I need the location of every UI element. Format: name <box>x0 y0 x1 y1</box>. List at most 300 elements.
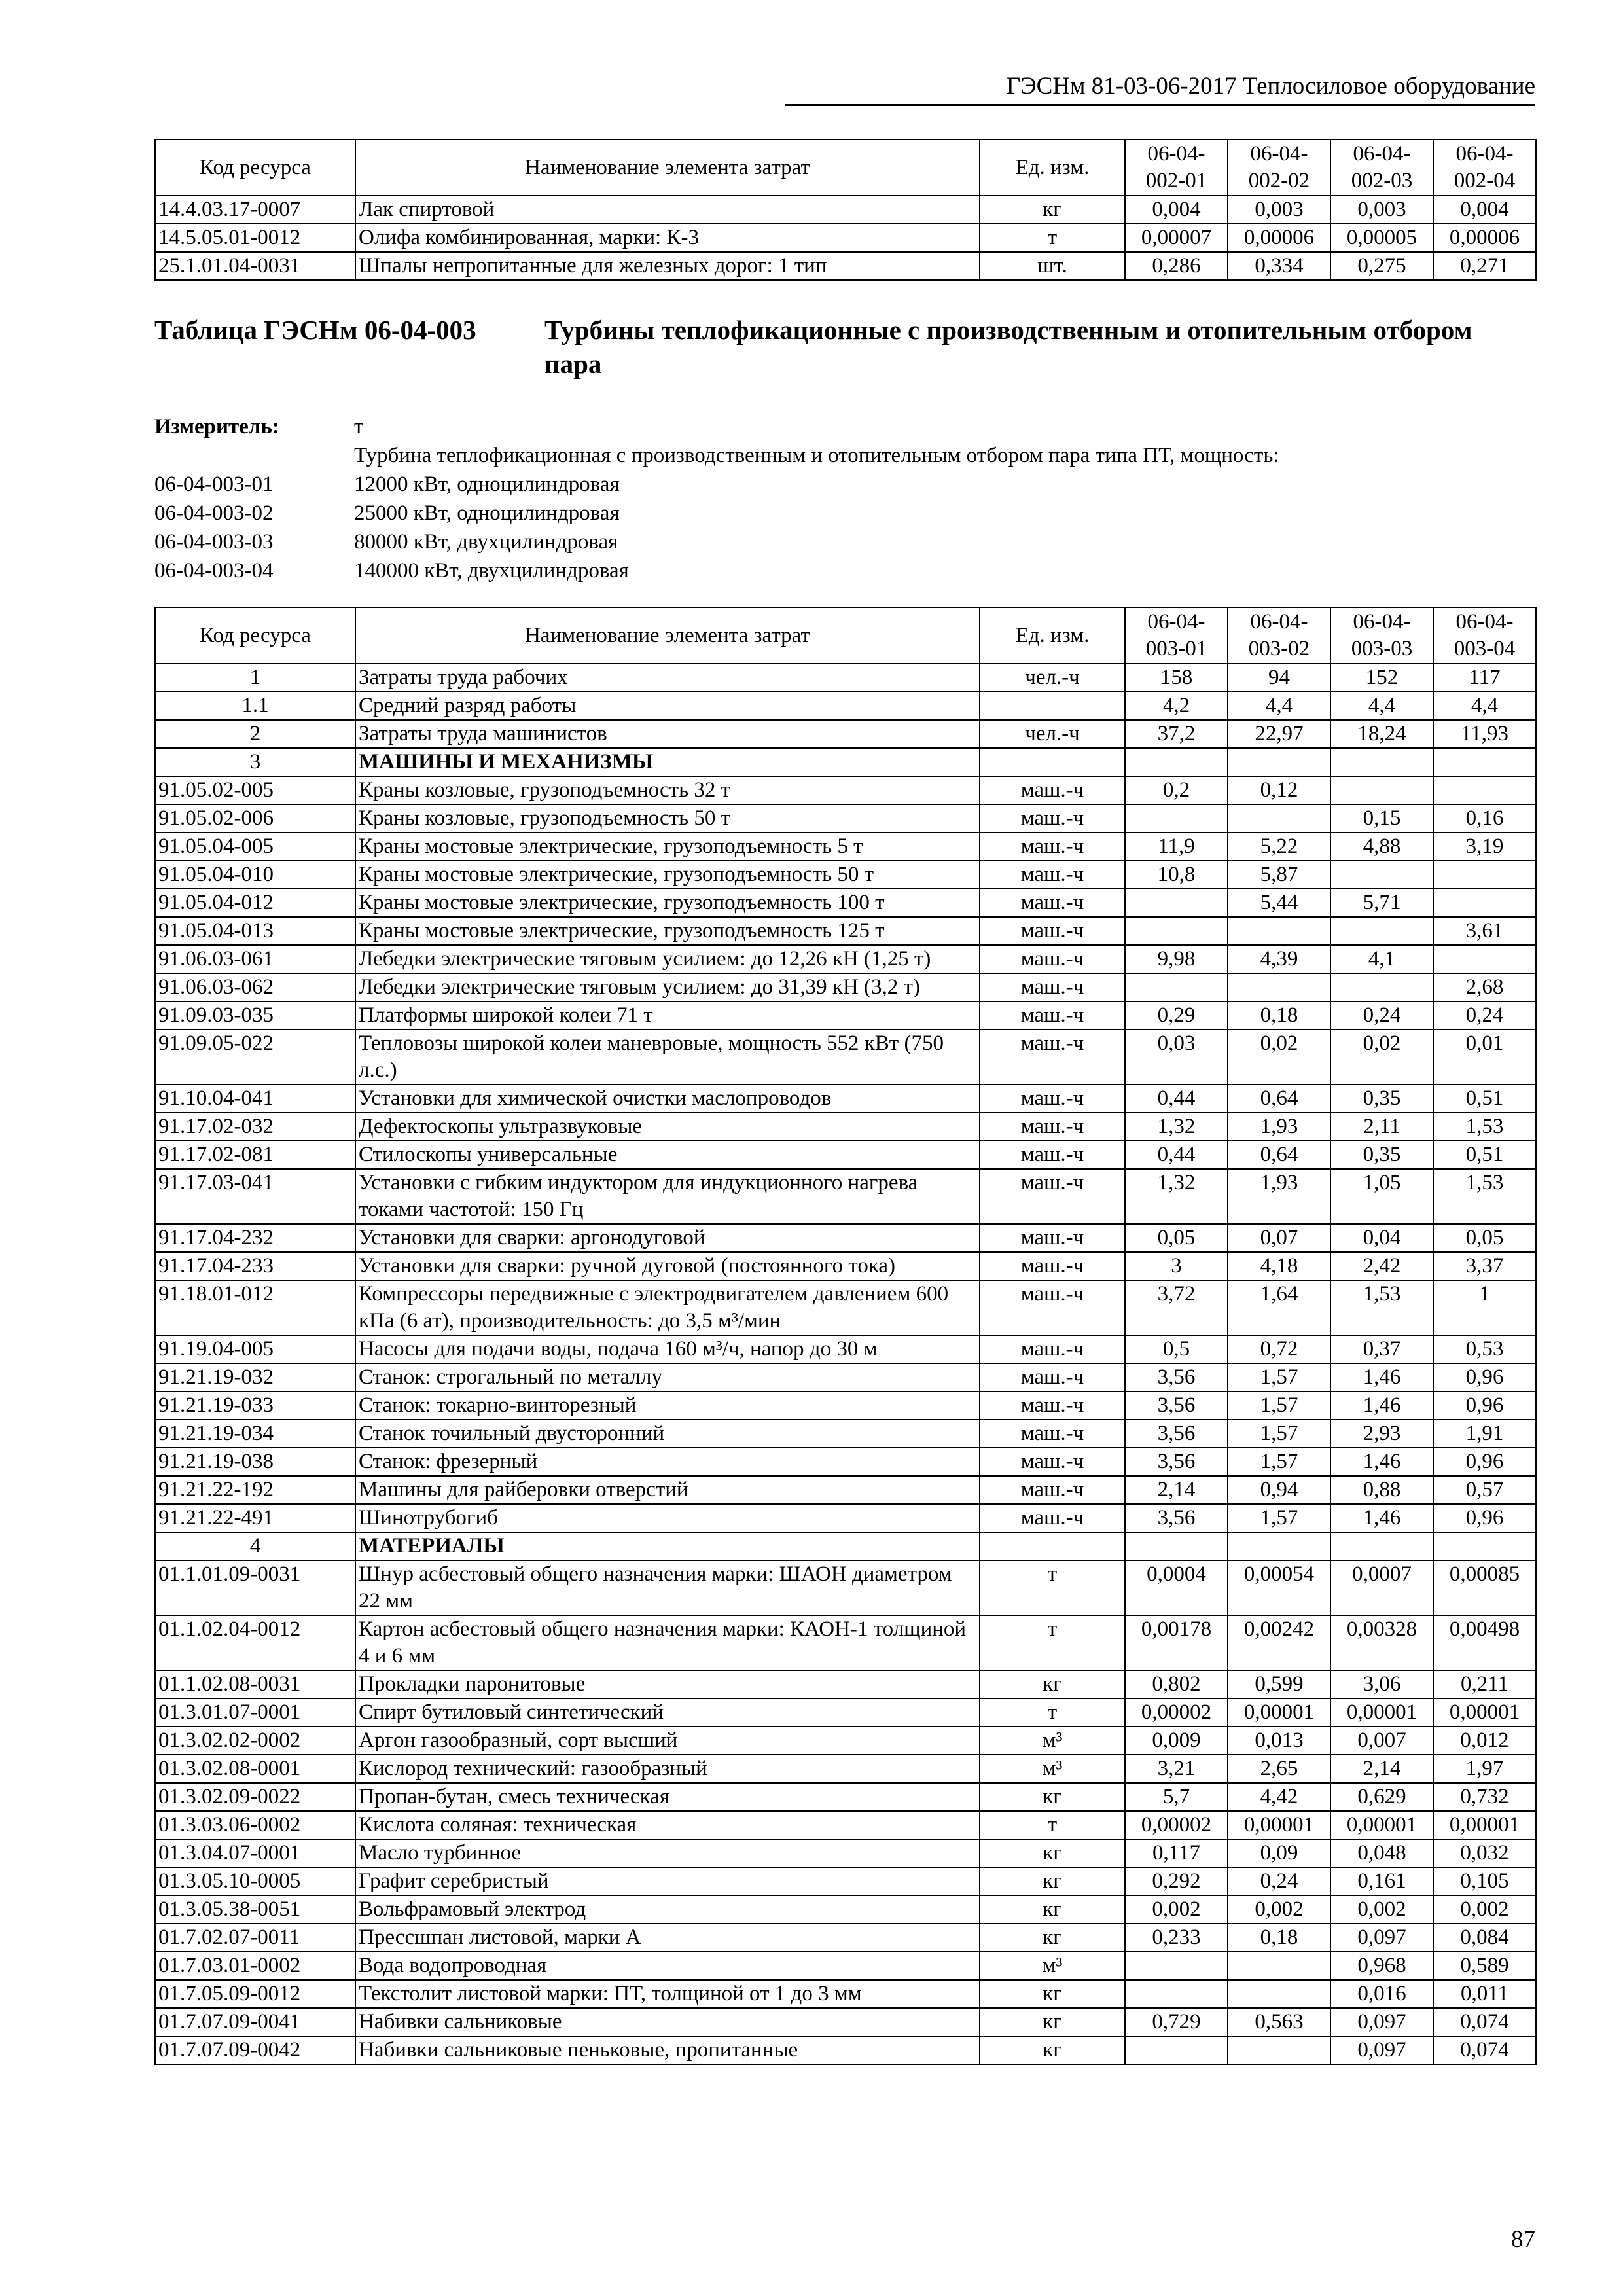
value-cell: 0,117 <box>1125 1839 1228 1867</box>
table-row <box>155 1001 1536 1030</box>
unit-cell: чел.-ч <box>980 664 1125 692</box>
unit-cell: чел.-ч <box>980 720 1125 748</box>
value-cell <box>1125 917 1228 945</box>
value-cell: 0,00178 <box>1125 1615 1228 1670</box>
resource-name: Шнур асбестовый общего назначения марки: ШАОН диаметром 22 мм <box>355 1560 980 1615</box>
value-cell: 0,097 <box>1330 1924 1433 1952</box>
value-cell <box>1330 917 1433 945</box>
value-cell: 1,91 <box>1433 1420 1536 1448</box>
col-name-header: Наименование элемента затрат <box>355 139 980 196</box>
table-caption: Турбины теплофикационные с производственным и отопительным отбором пара <box>544 315 1472 379</box>
resource-name: Шпалы непропитанные для железных дорог: 1 тип <box>355 252 980 280</box>
resource-name: Краны мостовые электрические, грузоподъемность 100 т <box>355 889 980 917</box>
unit-cell: т <box>980 1615 1125 1670</box>
resource-code: 91.17.02-081 <box>155 1141 355 1169</box>
value-cell: 0,032 <box>1433 1839 1536 1867</box>
value-cell: 0,00001 <box>1228 1811 1330 1839</box>
value-cell: 0,04 <box>1330 1224 1433 1252</box>
value-cell: 2,68 <box>1433 973 1536 1001</box>
table-row <box>155 692 1536 720</box>
resource-name: Кислород технический: газообразный <box>355 1755 980 1783</box>
resource-name: Машины для райберовки отверстий <box>355 1476 980 1504</box>
resource-name: Спирт бутиловый синтетический <box>355 1698 980 1727</box>
value-cell: 0,007 <box>1330 1727 1433 1755</box>
value-cell: 0,00001 <box>1330 1698 1433 1727</box>
value-cell: 0,12 <box>1228 776 1330 804</box>
unit-cell: кг <box>980 1980 1125 2008</box>
value-cell: 3,61 <box>1433 917 1536 945</box>
meter-item-text: 12000 кВт, одноцилиндровая <box>354 473 620 496</box>
unit-cell: маш.-ч <box>980 1252 1125 1280</box>
resource-name: Лак спиртовой <box>355 196 980 224</box>
value-cell <box>1125 2036 1228 2064</box>
value-cell: 4,4 <box>1330 692 1433 720</box>
value-cell: 158 <box>1125 664 1228 692</box>
value-cell: 0,097 <box>1330 2008 1433 2036</box>
meter-item-code: 06-04-003-03 <box>154 530 274 554</box>
value-cell: 2,11 <box>1330 1113 1433 1141</box>
resource-name: Краны козловые, грузоподъемность 32 т <box>355 776 980 804</box>
table-row <box>155 1363 1536 1391</box>
resource-code: 91.21.19-032 <box>155 1363 355 1391</box>
value-cell: 0,00005 <box>1330 224 1433 252</box>
table-row <box>155 1839 1536 1867</box>
value-cell: 1,53 <box>1433 1113 1536 1141</box>
resource-name: Затраты труда рабочих <box>355 664 980 692</box>
value-cell: 0,003 <box>1330 196 1433 224</box>
resource-name: Прокладки паронитовые <box>355 1670 980 1698</box>
table-row <box>155 1783 1536 1811</box>
value-cell: 4,1 <box>1330 945 1433 973</box>
resource-name: МАТЕРИАЛЫ <box>355 1532 980 1560</box>
value-cell: 1,57 <box>1228 1420 1330 1448</box>
running-header: ГЭСНм 81-03-06-2017 Теплосиловое оборудование <box>785 72 1535 106</box>
value-cell: 0,96 <box>1433 1448 1536 1476</box>
col-value-header: 06-04-002-01 <box>1125 139 1228 196</box>
resource-code: 91.05.04-012 <box>155 889 355 917</box>
table-row <box>155 224 1536 252</box>
resource-code: 01.3.04.07-0001 <box>155 1839 355 1867</box>
value-cell: 1,57 <box>1228 1391 1330 1420</box>
value-cell: 0,002 <box>1330 1895 1433 1924</box>
resource-name: Станок: токарно-винторезный <box>355 1391 980 1420</box>
value-cell: 0,968 <box>1330 1952 1433 1980</box>
resource-code: 91.05.02-006 <box>155 804 355 833</box>
resource-code: 91.21.22-192 <box>155 1476 355 1504</box>
resource-name: Насосы для подачи воды, подача 160 м³/ч, напор до 30 м <box>355 1335 980 1363</box>
resource-code: 01.3.03.06-0002 <box>155 1811 355 1839</box>
meter-item-text: 140000 кВт, двухцилиндровая <box>354 559 629 583</box>
resource-code: 01.3.02.02-0002 <box>155 1727 355 1755</box>
value-cell: 2,14 <box>1125 1476 1228 1504</box>
table-row <box>155 804 1536 833</box>
value-cell: 3,72 <box>1125 1280 1228 1335</box>
table-row <box>155 1085 1536 1113</box>
resource-name: Прессшпан листовой, марки А <box>355 1924 980 1952</box>
table-row <box>155 1755 1536 1783</box>
value-cell: 0,286 <box>1125 252 1228 280</box>
col-value-header: 06-04-002-03 <box>1330 139 1433 196</box>
resource-code: 91.17.03-041 <box>155 1169 355 1224</box>
section-row <box>155 748 1536 776</box>
table-row <box>155 720 1536 748</box>
table-row <box>155 1420 1536 1448</box>
unit-cell: маш.-ч <box>980 917 1125 945</box>
value-cell <box>1330 1532 1433 1560</box>
table-row <box>155 1895 1536 1924</box>
table-row <box>155 1811 1536 1839</box>
value-cell: 0,00001 <box>1433 1811 1536 1839</box>
value-cell: 152 <box>1330 664 1433 692</box>
value-cell: 4,4 <box>1228 692 1330 720</box>
value-cell: 0,96 <box>1433 1363 1536 1391</box>
resource-name: Кислота соляная: техническая <box>355 1811 980 1839</box>
value-cell: 0,00001 <box>1228 1698 1330 1727</box>
resource-name: Лебедки электрические тяговым усилием: до 12,26 кН (1,25 т) <box>355 945 980 973</box>
value-cell: 0,599 <box>1228 1670 1330 1698</box>
resource-name: Краны мостовые электрические, грузоподъемность 125 т <box>355 917 980 945</box>
value-cell: 0,57 <box>1433 1476 1536 1504</box>
value-cell: 1,05 <box>1330 1169 1433 1224</box>
value-cell: 11,93 <box>1433 720 1536 748</box>
resource-code: 01.7.07.09-0042 <box>155 2036 355 2064</box>
value-cell: 0,00007 <box>1125 224 1228 252</box>
unit-cell: маш.-ч <box>980 945 1125 973</box>
value-cell: 0,074 <box>1433 2036 1536 2064</box>
value-cell <box>1433 1532 1536 1560</box>
value-cell: 0,64 <box>1228 1085 1330 1113</box>
value-cell: 0,271 <box>1433 252 1536 280</box>
resource-name: Станок: строгальный по металлу <box>355 1363 980 1391</box>
value-cell: 0,012 <box>1433 1727 1536 1755</box>
value-cell: 1,93 <box>1228 1113 1330 1141</box>
value-cell: 5,7 <box>1125 1783 1228 1811</box>
resource-name: Дефектоскопы ультразвуковые <box>355 1113 980 1141</box>
value-cell: 1,46 <box>1330 1504 1433 1532</box>
unit-cell: маш.-ч <box>980 1335 1125 1363</box>
value-cell: 0,732 <box>1433 1783 1536 1811</box>
resource-code: 01.7.02.07-0011 <box>155 1924 355 1952</box>
meter-item-code: 06-04-003-02 <box>154 501 274 525</box>
table-row <box>155 1224 1536 1252</box>
resource-name: Краны мостовые электрические, грузоподъемность 50 т <box>355 861 980 889</box>
value-cell: 0,00498 <box>1433 1615 1536 1670</box>
resource-code: 91.18.01-012 <box>155 1280 355 1335</box>
value-cell: 0,275 <box>1330 252 1433 280</box>
value-cell: 3 <box>1125 1252 1228 1280</box>
resource-code: 01.7.07.09-0041 <box>155 2008 355 2036</box>
value-cell <box>1228 1532 1330 1560</box>
value-cell: 0,18 <box>1228 1001 1330 1030</box>
table-row <box>155 1169 1536 1224</box>
value-cell: 0,161 <box>1330 1867 1433 1895</box>
value-cell: 4,2 <box>1125 692 1228 720</box>
unit-cell: маш.-ч <box>980 1224 1125 1252</box>
table-row <box>155 1952 1536 1980</box>
table-row <box>155 1476 1536 1504</box>
value-cell: 22,97 <box>1228 720 1330 748</box>
table-row <box>155 973 1536 1001</box>
value-cell: 0,24 <box>1433 1001 1536 1030</box>
col-value-header: 06-04-003-04 <box>1433 607 1536 664</box>
resource-code: 91.17.04-233 <box>155 1252 355 1280</box>
unit-cell <box>980 692 1125 720</box>
value-cell: 0,00001 <box>1433 1698 1536 1727</box>
value-cell <box>1433 945 1536 973</box>
resource-name: Картон асбестовый общего назначения марки: КАОН-1 толщиной 4 и 6 мм <box>355 1615 980 1670</box>
value-cell <box>1330 973 1433 1001</box>
value-cell: 0,011 <box>1433 1980 1536 2008</box>
resource-code: 01.3.02.09-0022 <box>155 1783 355 1811</box>
value-cell <box>1125 804 1228 833</box>
table-number: Таблица ГЭСНм 06-04-003 <box>154 315 476 345</box>
table-row <box>155 1141 1536 1169</box>
value-cell: 0,334 <box>1228 252 1330 280</box>
table-row <box>155 1924 1536 1952</box>
value-cell <box>1228 973 1330 1001</box>
value-cell: 0,02 <box>1228 1030 1330 1085</box>
resource-name: МАШИНЫ И МЕХАНИЗМЫ <box>355 748 980 776</box>
unit-cell: шт. <box>980 252 1125 280</box>
resource-name: Набивки сальниковые <box>355 2008 980 2036</box>
unit-cell: маш.-ч <box>980 1363 1125 1391</box>
unit-cell: т <box>980 1811 1125 1839</box>
value-cell: 0,004 <box>1125 196 1228 224</box>
resource-name: Установки для химической очистки маслопроводов <box>355 1085 980 1113</box>
value-cell: 0,048 <box>1330 1839 1433 1867</box>
value-cell: 0,004 <box>1433 196 1536 224</box>
meter-item-code: 06-04-003-04 <box>154 559 274 583</box>
resource-code: 01.1.01.09-0031 <box>155 1560 355 1615</box>
resource-code: 3 <box>155 748 355 776</box>
value-cell: 0,097 <box>1330 2036 1433 2064</box>
value-cell: 1,46 <box>1330 1391 1433 1420</box>
value-cell: 4,39 <box>1228 945 1330 973</box>
meter-description: Турбина теплофикационная с производственным и отопительным отбором пара типа ПТ, мощность: <box>354 444 1279 467</box>
resource-name: Масло турбинное <box>355 1839 980 1867</box>
resource-name: Станок: фрезерный <box>355 1448 980 1476</box>
resource-code: 91.09.03-035 <box>155 1001 355 1030</box>
value-cell <box>1433 861 1536 889</box>
value-cell: 5,71 <box>1330 889 1433 917</box>
value-cell: 0,563 <box>1228 2008 1330 2036</box>
table-row <box>155 889 1536 917</box>
resource-name: Установки для сварки: аргонодуговой <box>355 1224 980 1252</box>
unit-cell: маш.-ч <box>980 1141 1125 1169</box>
value-cell: 1,57 <box>1228 1504 1330 1532</box>
unit-cell: кг <box>980 1839 1125 1867</box>
resource-name: Платформы широкой колеи 71 т <box>355 1001 980 1030</box>
resource-name: Пропан-бутан, смесь техническая <box>355 1783 980 1811</box>
table-row <box>155 1615 1536 1670</box>
value-cell: 0,00002 <box>1125 1811 1228 1839</box>
meter-label: Измеритель: <box>154 415 279 439</box>
col-code-header: Код ресурса <box>155 607 355 664</box>
resource-name: Олифа комбинированная, марки: К-3 <box>355 224 980 252</box>
resource-code: 14.4.03.17-0007 <box>155 196 355 224</box>
value-cell: 3,56 <box>1125 1504 1228 1532</box>
table-row <box>155 945 1536 973</box>
resource-name: Текстолит листовой марки: ПТ, толщиной от 1 до 3 мм <box>355 1980 980 2008</box>
meter-item-text: 80000 кВт, двухцилиндровая <box>354 530 618 554</box>
value-cell: 0,802 <box>1125 1670 1228 1698</box>
value-cell <box>1330 861 1433 889</box>
unit-cell: м³ <box>980 1755 1125 1783</box>
value-cell: 3,56 <box>1125 1363 1228 1391</box>
unit-cell <box>980 1532 1125 1560</box>
value-cell: 0,00002 <box>1125 1698 1228 1727</box>
table-row <box>155 252 1536 280</box>
value-cell: 37,2 <box>1125 720 1228 748</box>
unit-cell: маш.-ч <box>980 833 1125 861</box>
value-cell <box>1433 748 1536 776</box>
value-cell: 0,05 <box>1125 1224 1228 1252</box>
unit-cell: кг <box>980 1670 1125 1698</box>
resource-name: Вольфрамовый электрод <box>355 1895 980 1924</box>
table-row <box>155 917 1536 945</box>
meter-unit: т <box>354 415 364 439</box>
table-row <box>155 1980 1536 2008</box>
value-cell: 0,51 <box>1433 1085 1536 1113</box>
resource-code: 01.3.05.10-0005 <box>155 1867 355 1895</box>
meter-item-text: 25000 кВт, одноцилиндровая <box>354 501 620 525</box>
resource-name: Компрессоры передвижные с электродвигателем давлением 600 кПа (6 ат), производительность: до 3,5 м³/мин <box>355 1280 980 1335</box>
value-cell: 0,0004 <box>1125 1560 1228 1615</box>
value-cell: 0,44 <box>1125 1085 1228 1113</box>
value-cell: 0,88 <box>1330 1476 1433 1504</box>
value-cell: 0,00006 <box>1433 224 1536 252</box>
unit-cell: маш.-ч <box>980 1085 1125 1113</box>
col-unit-header: Ед. изм. <box>980 139 1125 196</box>
value-cell: 1 <box>1433 1280 1536 1335</box>
resource-code: 91.05.02-005 <box>155 776 355 804</box>
unit-cell: кг <box>980 2036 1125 2064</box>
value-cell: 3,56 <box>1125 1420 1228 1448</box>
value-cell <box>1125 1952 1228 1980</box>
value-cell: 0,002 <box>1228 1895 1330 1924</box>
table-row <box>155 776 1536 804</box>
resource-name: Установки с гибким индуктором для индукционного нагрева токами частотой: 150 Гц <box>355 1169 980 1224</box>
value-cell: 0,53 <box>1433 1335 1536 1363</box>
unit-cell: маш.-ч <box>980 1030 1125 1085</box>
value-cell: 1,32 <box>1125 1169 1228 1224</box>
col-code-header: Код ресурса <box>155 139 355 196</box>
value-cell: 0,00242 <box>1228 1615 1330 1670</box>
value-cell: 0,105 <box>1433 1867 1536 1895</box>
value-cell: 2,65 <box>1228 1755 1330 1783</box>
table-row <box>155 196 1536 224</box>
value-cell <box>1228 804 1330 833</box>
value-cell: 18,24 <box>1330 720 1433 748</box>
meter-block <box>154 412 1535 585</box>
value-cell: 0,16 <box>1433 804 1536 833</box>
table-row <box>155 2036 1536 2064</box>
resource-name: Станок точильный двусторонний <box>355 1420 980 1448</box>
value-cell: 0,5 <box>1125 1335 1228 1363</box>
value-cell: 1,57 <box>1228 1363 1330 1391</box>
value-cell: 2,93 <box>1330 1420 1433 1448</box>
value-cell: 3,21 <box>1125 1755 1228 1783</box>
value-cell: 0,96 <box>1433 1504 1536 1532</box>
value-cell: 0,01 <box>1433 1030 1536 1085</box>
resource-code: 01.7.05.09-0012 <box>155 1980 355 2008</box>
value-cell: 0,589 <box>1433 1952 1536 1980</box>
value-cell: 0,07 <box>1228 1224 1330 1252</box>
table-body <box>155 664 1536 2064</box>
value-cell: 0,35 <box>1330 1085 1433 1113</box>
unit-cell: т <box>980 1560 1125 1615</box>
resource-code: 1.1 <box>155 692 355 720</box>
col-value-header: 06-04-003-01 <box>1125 607 1228 664</box>
table-row <box>155 2008 1536 2036</box>
value-cell <box>1125 748 1228 776</box>
resource-name: Набивки сальниковые пеньковые, пропитанные <box>355 2036 980 2064</box>
unit-cell: т <box>980 1698 1125 1727</box>
value-cell: 1,57 <box>1228 1448 1330 1476</box>
unit-cell: кг <box>980 1783 1125 1811</box>
unit-cell: маш.-ч <box>980 889 1125 917</box>
table-row <box>155 1670 1536 1698</box>
table-row <box>155 1560 1536 1615</box>
value-cell: 0,729 <box>1125 2008 1228 2036</box>
value-cell: 3,19 <box>1433 833 1536 861</box>
table-row <box>155 1698 1536 1727</box>
unit-cell: т <box>980 224 1125 252</box>
resource-code: 1 <box>155 664 355 692</box>
value-cell <box>1125 1980 1228 2008</box>
value-cell: 0,64 <box>1228 1141 1330 1169</box>
value-cell: 0,084 <box>1433 1924 1536 1952</box>
value-cell: 5,87 <box>1228 861 1330 889</box>
unit-cell: маш.-ч <box>980 1280 1125 1335</box>
meter-item-code: 06-04-003-01 <box>154 473 274 496</box>
value-cell: 0,013 <box>1228 1727 1330 1755</box>
value-cell: 3,06 <box>1330 1670 1433 1698</box>
unit-cell: маш.-ч <box>980 1113 1125 1141</box>
value-cell: 0,0007 <box>1330 1560 1433 1615</box>
value-cell: 0,96 <box>1433 1391 1536 1420</box>
value-cell: 0,02 <box>1330 1030 1433 1085</box>
value-cell: 0,51 <box>1433 1141 1536 1169</box>
value-cell: 0,72 <box>1228 1335 1330 1363</box>
resource-code: 01.3.02.08-0001 <box>155 1755 355 1783</box>
table-row <box>155 1727 1536 1755</box>
value-cell: 0,03 <box>1125 1030 1228 1085</box>
value-cell: 0,00054 <box>1228 1560 1330 1615</box>
unit-cell: маш.-ч <box>980 1001 1125 1030</box>
resource-code: 01.3.01.07-0001 <box>155 1698 355 1727</box>
resource-code: 91.05.04-013 <box>155 917 355 945</box>
value-cell: 3,56 <box>1125 1391 1228 1420</box>
value-cell <box>1228 917 1330 945</box>
value-cell: 4,4 <box>1433 692 1536 720</box>
value-cell: 1,53 <box>1433 1169 1536 1224</box>
value-cell: 0,233 <box>1125 1924 1228 1952</box>
unit-cell: м³ <box>980 1952 1125 1980</box>
value-cell: 0,629 <box>1330 1783 1433 1811</box>
resource-code: 01.1.02.04-0012 <box>155 1615 355 1670</box>
value-cell <box>1228 748 1330 776</box>
value-cell: 1,32 <box>1125 1113 1228 1141</box>
table-row <box>155 1252 1536 1280</box>
page-number: 87 <box>1511 2226 1535 2253</box>
resource-code: 91.21.19-033 <box>155 1391 355 1420</box>
col-unit-header: Ед. изм. <box>980 607 1125 664</box>
resource-code: 91.06.03-061 <box>155 945 355 973</box>
unit-cell: кг <box>980 1867 1125 1895</box>
resource-code: 91.21.19-034 <box>155 1420 355 1448</box>
unit-cell: маш.-ч <box>980 973 1125 1001</box>
